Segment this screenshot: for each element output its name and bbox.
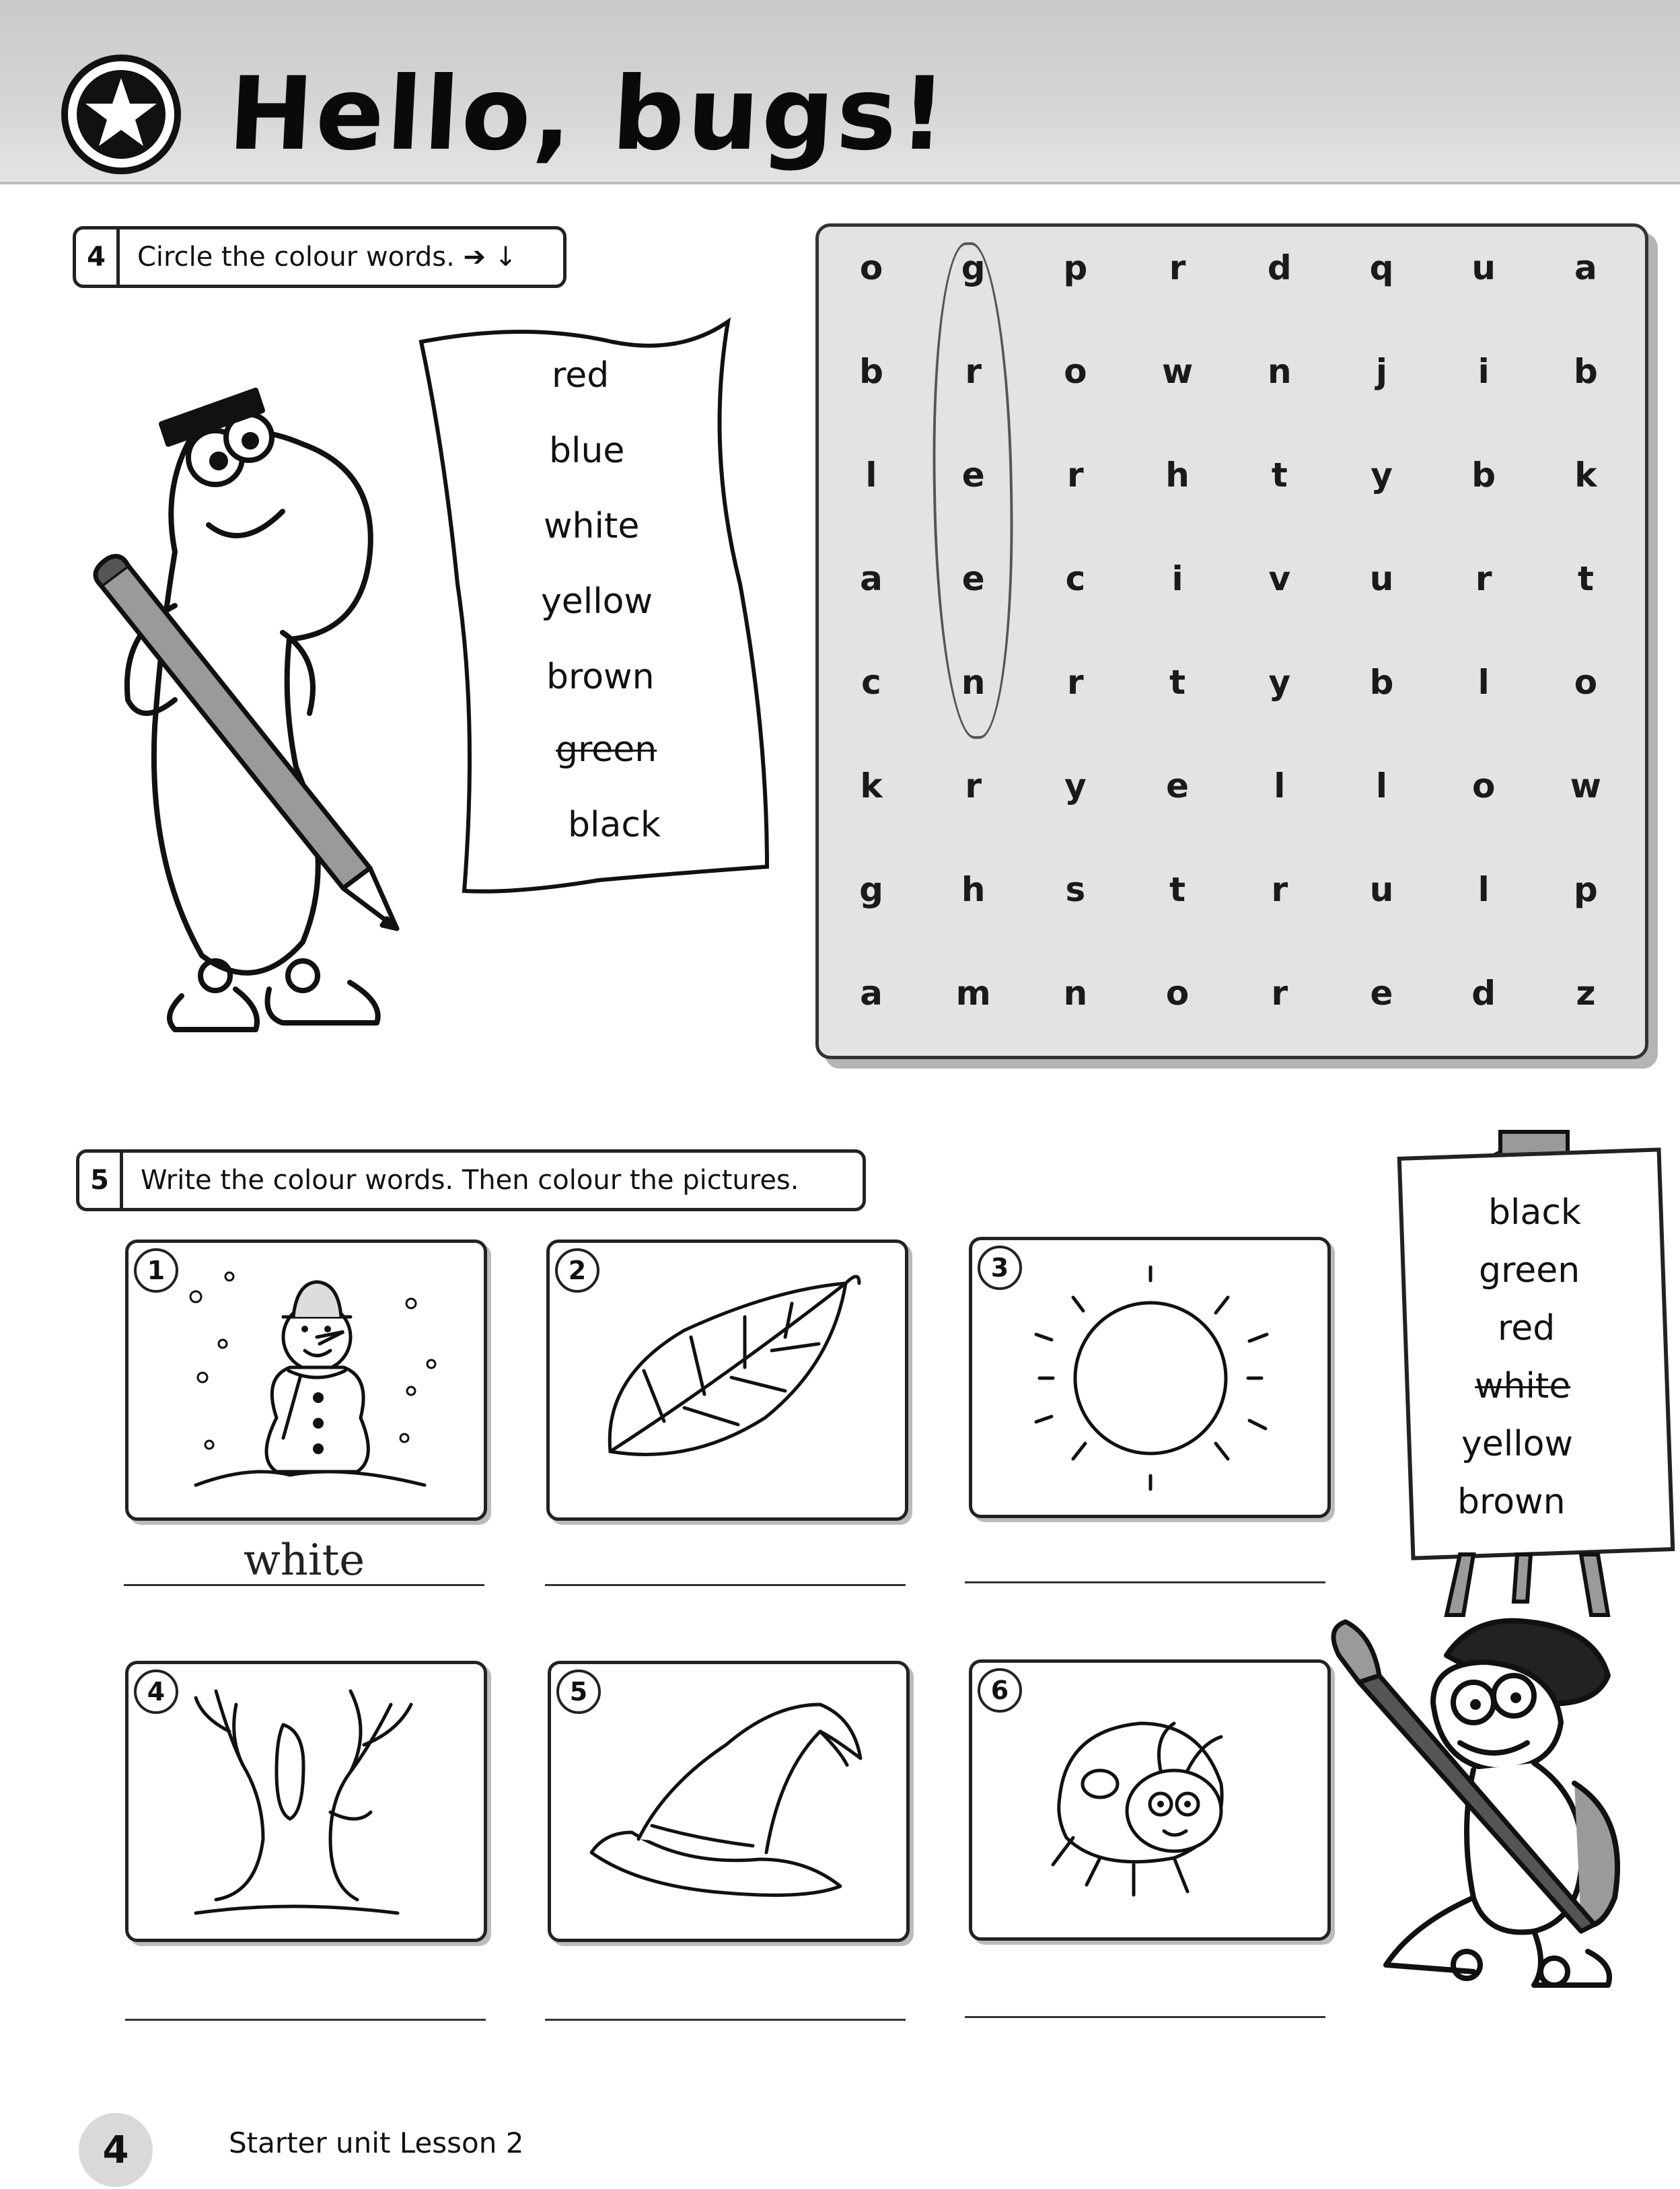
grid-letter[interactable]: o [1165, 974, 1190, 1013]
painter-bug-illustration [1312, 1615, 1655, 2019]
hat-drawing [551, 1664, 906, 1939]
word-item: blue [549, 431, 625, 471]
easel-word-struck: white [1475, 1366, 1571, 1406]
picture-leaf [546, 1240, 908, 1521]
grid-letter[interactable]: l [1274, 766, 1286, 805]
grid-letter[interactable]: w [1570, 766, 1601, 805]
grid-letter[interactable]: e [1370, 974, 1393, 1013]
exercise-number: 5 [79, 1153, 123, 1208]
picture-number: 4 [134, 1670, 178, 1714]
grid-letter[interactable]: m [955, 974, 991, 1013]
easel-legs [1426, 1541, 1655, 1622]
word-item: yellow [541, 581, 653, 622]
grid-letter[interactable]: o [859, 248, 883, 287]
picture-ladybird [969, 1659, 1331, 1941]
grid-letter[interactable]: e [1166, 766, 1190, 805]
picture-number: 3 [978, 1246, 1022, 1290]
exercise-5-instruction [76, 1149, 866, 1211]
grid-letter[interactable]: v [1268, 559, 1291, 598]
grid-letter[interactable]: a [1574, 248, 1597, 287]
word-item: brown [546, 657, 655, 697]
picture-number: 6 [978, 1668, 1022, 1713]
grid-letter[interactable]: b [859, 352, 883, 391]
grid-letter[interactable]: t [1577, 559, 1594, 598]
grid-letter[interactable]: y [1371, 456, 1393, 495]
exercise-number: 4 [76, 229, 120, 285]
answer-line-2[interactable] [545, 1584, 906, 1586]
header-banner [0, 0, 1680, 184]
easel-word: red [1498, 1308, 1556, 1349]
word-item: red [552, 355, 610, 396]
easel-word: yellow [1461, 1424, 1574, 1464]
grid-letter[interactable]: a [860, 559, 883, 598]
picture-tree [125, 1661, 487, 1942]
star-icon [61, 54, 182, 175]
grid-letter[interactable]: n [961, 663, 986, 702]
grid-letter[interactable]: z [1576, 974, 1596, 1013]
grid-letter[interactable]: s [1065, 870, 1086, 909]
grid-letter[interactable]: y [1268, 663, 1291, 702]
answer-text-1: white [244, 1536, 365, 1585]
grid-letter[interactable]: j [1375, 352, 1388, 391]
grid-letter[interactable]: o [1064, 352, 1087, 391]
grid-letter[interactable]: c [1065, 559, 1086, 598]
instruction-text: Circle the colour words. ➔ ↓ [137, 242, 517, 273]
easel-word: black [1488, 1192, 1582, 1233]
grid-letter[interactable]: r [1271, 974, 1288, 1013]
picture-sun [969, 1237, 1331, 1518]
grid-letter[interactable]: g [961, 248, 986, 287]
grid-letter[interactable]: n [1267, 352, 1292, 391]
picture-snowman [125, 1240, 487, 1521]
grid-letter[interactable]: a [860, 974, 883, 1013]
answer-line-5[interactable] [545, 2019, 906, 2021]
grid-letter[interactable]: e [961, 456, 985, 495]
picture-number: 2 [555, 1248, 599, 1293]
grid-letter[interactable]: o [1574, 663, 1598, 702]
grid-letter[interactable]: u [1471, 248, 1496, 287]
grid-letter[interactable]: i [1477, 352, 1490, 391]
grid-letter[interactable]: i [1171, 559, 1183, 598]
exercise-4-instruction [73, 226, 567, 288]
word-item-struck: green [556, 729, 657, 770]
easel-word: green [1479, 1250, 1580, 1291]
grid-letter[interactable]: u [1369, 870, 1394, 909]
grid-letter[interactable]: d [1471, 974, 1496, 1013]
grid-letter[interactable]: t [1169, 870, 1186, 909]
grid-letter[interactable]: h [1165, 456, 1190, 495]
grid-letter[interactable]: l [1477, 663, 1490, 702]
lesson-label: Starter unit Lesson 2 [229, 2126, 524, 2159]
grid-letter[interactable]: u [1369, 559, 1394, 598]
page-title: Hello, bugs! [225, 56, 952, 173]
grid-letter[interactable]: d [1267, 248, 1292, 287]
grid-letter[interactable]: n [1063, 974, 1088, 1013]
easel-word: brown [1457, 1482, 1566, 1522]
grid-letter[interactable]: h [961, 870, 986, 909]
answer-line-4[interactable] [125, 2019, 486, 2021]
ladybird-drawing [972, 1663, 1327, 1937]
grid-letter[interactable]: r [965, 766, 982, 805]
grid-letter[interactable]: k [860, 766, 883, 805]
picture-number: 1 [134, 1248, 178, 1293]
grid-letter[interactable]: k [1574, 456, 1597, 495]
grid-letter[interactable]: y [1064, 766, 1087, 805]
grid-letter[interactable]: t [1271, 456, 1288, 495]
picture-hat [548, 1661, 910, 1942]
snowman-drawing [129, 1243, 484, 1517]
tree-drawing [129, 1664, 484, 1939]
word-item: black [568, 805, 661, 845]
grid-letter[interactable]: r [1067, 663, 1084, 702]
grid-letter[interactable]: r [1067, 456, 1084, 495]
instruction-text: Write the colour words. Then colour the pictures. [141, 1165, 799, 1196]
grid-letter[interactable]: o [1472, 766, 1496, 805]
answer-line-6[interactable] [965, 2016, 1325, 2018]
grid-letter[interactable]: p [1573, 870, 1598, 909]
grid-letter[interactable]: c [861, 663, 881, 702]
bug-with-pencil-illustration [81, 350, 431, 1063]
page-number: 4 [79, 2113, 153, 2187]
grid-letter[interactable]: e [961, 559, 985, 598]
grid-letter[interactable]: r [1169, 248, 1186, 287]
grid-letter[interactable]: l [1375, 766, 1388, 805]
grid-letter[interactable]: b [1369, 663, 1394, 702]
sun-drawing [972, 1240, 1327, 1515]
grid-letter[interactable]: r [965, 352, 982, 391]
grid-letter[interactable]: t [1169, 663, 1186, 702]
answer-line-3[interactable] [965, 1581, 1325, 1583]
picture-number: 5 [556, 1670, 601, 1714]
grid-letter[interactable]: b [1573, 352, 1598, 391]
grid-letter[interactable]: b [1471, 456, 1496, 495]
grid-letter[interactable]: w [1161, 352, 1194, 391]
grid-letter[interactable]: g [859, 870, 883, 909]
grid-letter[interactable]: q [1369, 248, 1394, 287]
word-item: white [544, 506, 640, 546]
grid-letter[interactable]: p [1063, 248, 1088, 287]
grid-letter[interactable]: r [1475, 559, 1492, 598]
leaf-drawing [550, 1243, 905, 1517]
grid-letter[interactable]: l [865, 456, 877, 495]
grid-letter[interactable]: r [1271, 870, 1288, 909]
grid-letter[interactable]: l [1477, 870, 1490, 909]
